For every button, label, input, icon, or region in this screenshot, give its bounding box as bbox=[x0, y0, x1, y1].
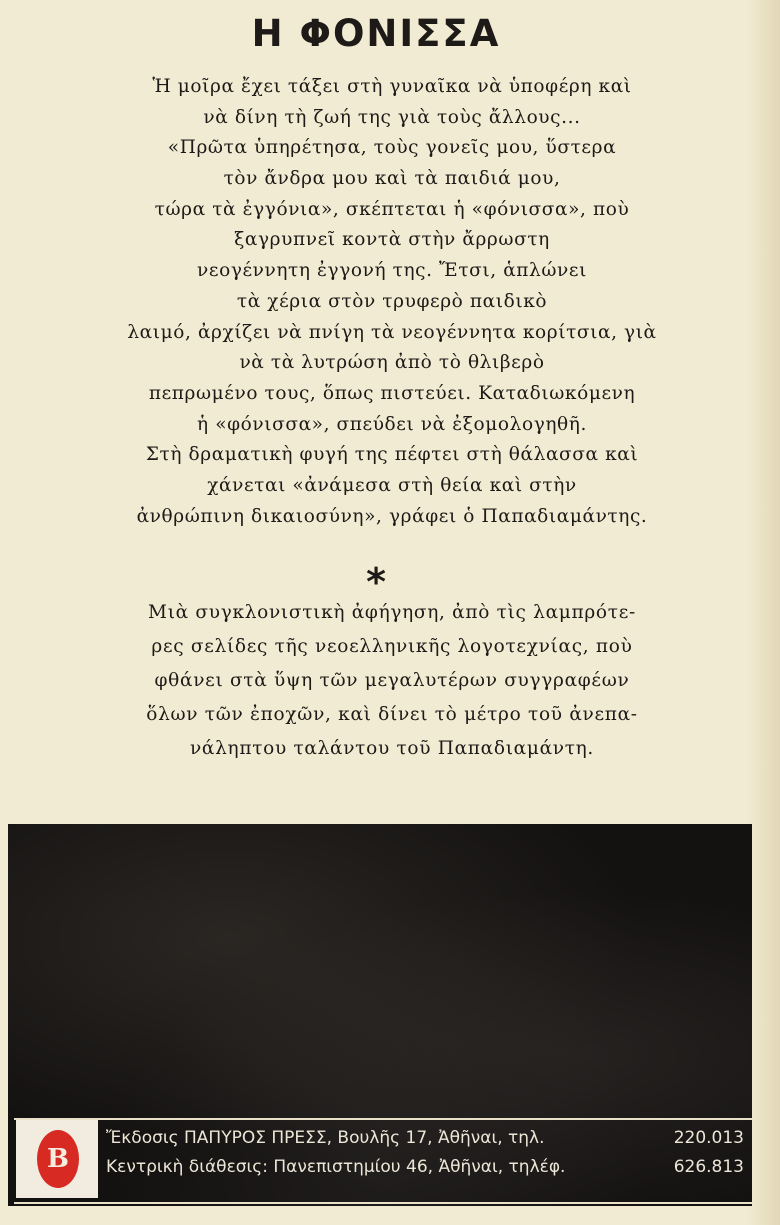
praise-line: φθάνει στὰ ὕψη τῶν μεγαλυτέρων συγγραφέων bbox=[154, 670, 630, 691]
synopsis-line: Ἡ μοῖρα ἔχει τάξει στὴ γυναῖκα νὰ ὑποφέρη καὶ bbox=[152, 76, 632, 97]
publisher-address: Ἔκδοσις ΠΑΠΥΡΟΣ ΠΡΕΣΣ, Βουλῆς 17, Ἀθῆναι, τηλ. bbox=[106, 1128, 545, 1148]
praise-line: ὅλων τῶν ἐποχῶν, καὶ δίνει τὸ μέτρο τοῦ ἀνεπα- bbox=[146, 704, 638, 725]
synopsis-line: νὰ δίνη τὴ ζωή της γιὰ τοὺς ἄλλους... bbox=[203, 106, 581, 128]
synopsis-line: τὸν ἄνδρα μου καὶ τὰ παιδιά μου, bbox=[223, 168, 561, 190]
praise-line: ρες σελίδες τῆς νεοελληνικῆς λογοτεχνίας, ποὺ bbox=[151, 636, 633, 657]
publisher-logo-circle bbox=[37, 1130, 79, 1188]
synopsis-line: νεογέννητη ἐγγονή της. Ἔτσι, ἁπλώνει bbox=[197, 260, 587, 282]
synopsis-line: χάνεται «ἀνάμεσα στὴ θεία καὶ στὴν bbox=[207, 474, 577, 496]
distribution-address: Κεντρικὴ διάθεσις: Πανεπιστημίου 46, Ἀθῆναι, τηλέφ. bbox=[106, 1157, 566, 1177]
publisher-logo-letter: B bbox=[47, 1144, 69, 1174]
synopsis-line: πεπρωμένο τους, ὅπως πιστεύει. Καταδιωκόμενη bbox=[148, 382, 636, 404]
publisher-info bbox=[100, 1124, 750, 1182]
publisher-phone: 220.013 bbox=[673, 1128, 744, 1148]
synopsis-line: τώρα τὰ ἐγγόνια», σκέπτεται ἡ «φόνισσα», ποὺ bbox=[154, 198, 630, 220]
distribution-address-line bbox=[100, 1153, 750, 1182]
distribution-phone: 626.813 bbox=[673, 1157, 744, 1177]
praise-line: Μιὰ συγκλονιστικὴ ἀφήγηση, ἀπὸ τὶς λαμπρότε- bbox=[148, 602, 636, 623]
synopsis-line: ἡ «φόνισσα», σπεύδει νὰ ἐξομολογηθῆ. bbox=[197, 413, 587, 435]
synopsis-line: ἀνθρώπινη δικαιοσύνη», γράφει ὁ Παπαδιαμάντης. bbox=[136, 505, 648, 527]
synopsis-line: τὰ χέρια στὸν τρυφερὸ παιδικὸ bbox=[236, 290, 548, 312]
synopsis-line: νὰ τὰ λυτρώση ἀπὸ τὸ θλιβερὸ bbox=[239, 352, 545, 374]
synopsis-text bbox=[52, 72, 732, 532]
book-title: Η ΦΟΝΙΣΣΑ bbox=[251, 12, 501, 55]
synopsis-line: λαιμό, ἀρχίζει νὰ πνίγη τὰ νεογέννητα κορίτσια, γιὰ bbox=[127, 321, 657, 343]
publisher-logo bbox=[16, 1120, 98, 1198]
praise-text bbox=[52, 596, 732, 766]
asterisk-separator: * bbox=[366, 560, 386, 604]
praise-line: νάληπτου ταλάντου τοῦ Παπαδιαμάντη. bbox=[189, 738, 595, 759]
synopsis-line: ξαγρυπνεῖ κοντὰ στὴν ἄρρωστη bbox=[234, 229, 550, 251]
publisher-address-line bbox=[100, 1124, 750, 1153]
synopsis-line: Στὴ δραματικὴ φυγή της πέφτει στὴ θάλασσα καὶ bbox=[145, 444, 639, 466]
synopsis-line: «Πρῶτα ὑπηρέτησα, τοὺς γονεῖς μου, ὕστερα bbox=[167, 137, 617, 159]
